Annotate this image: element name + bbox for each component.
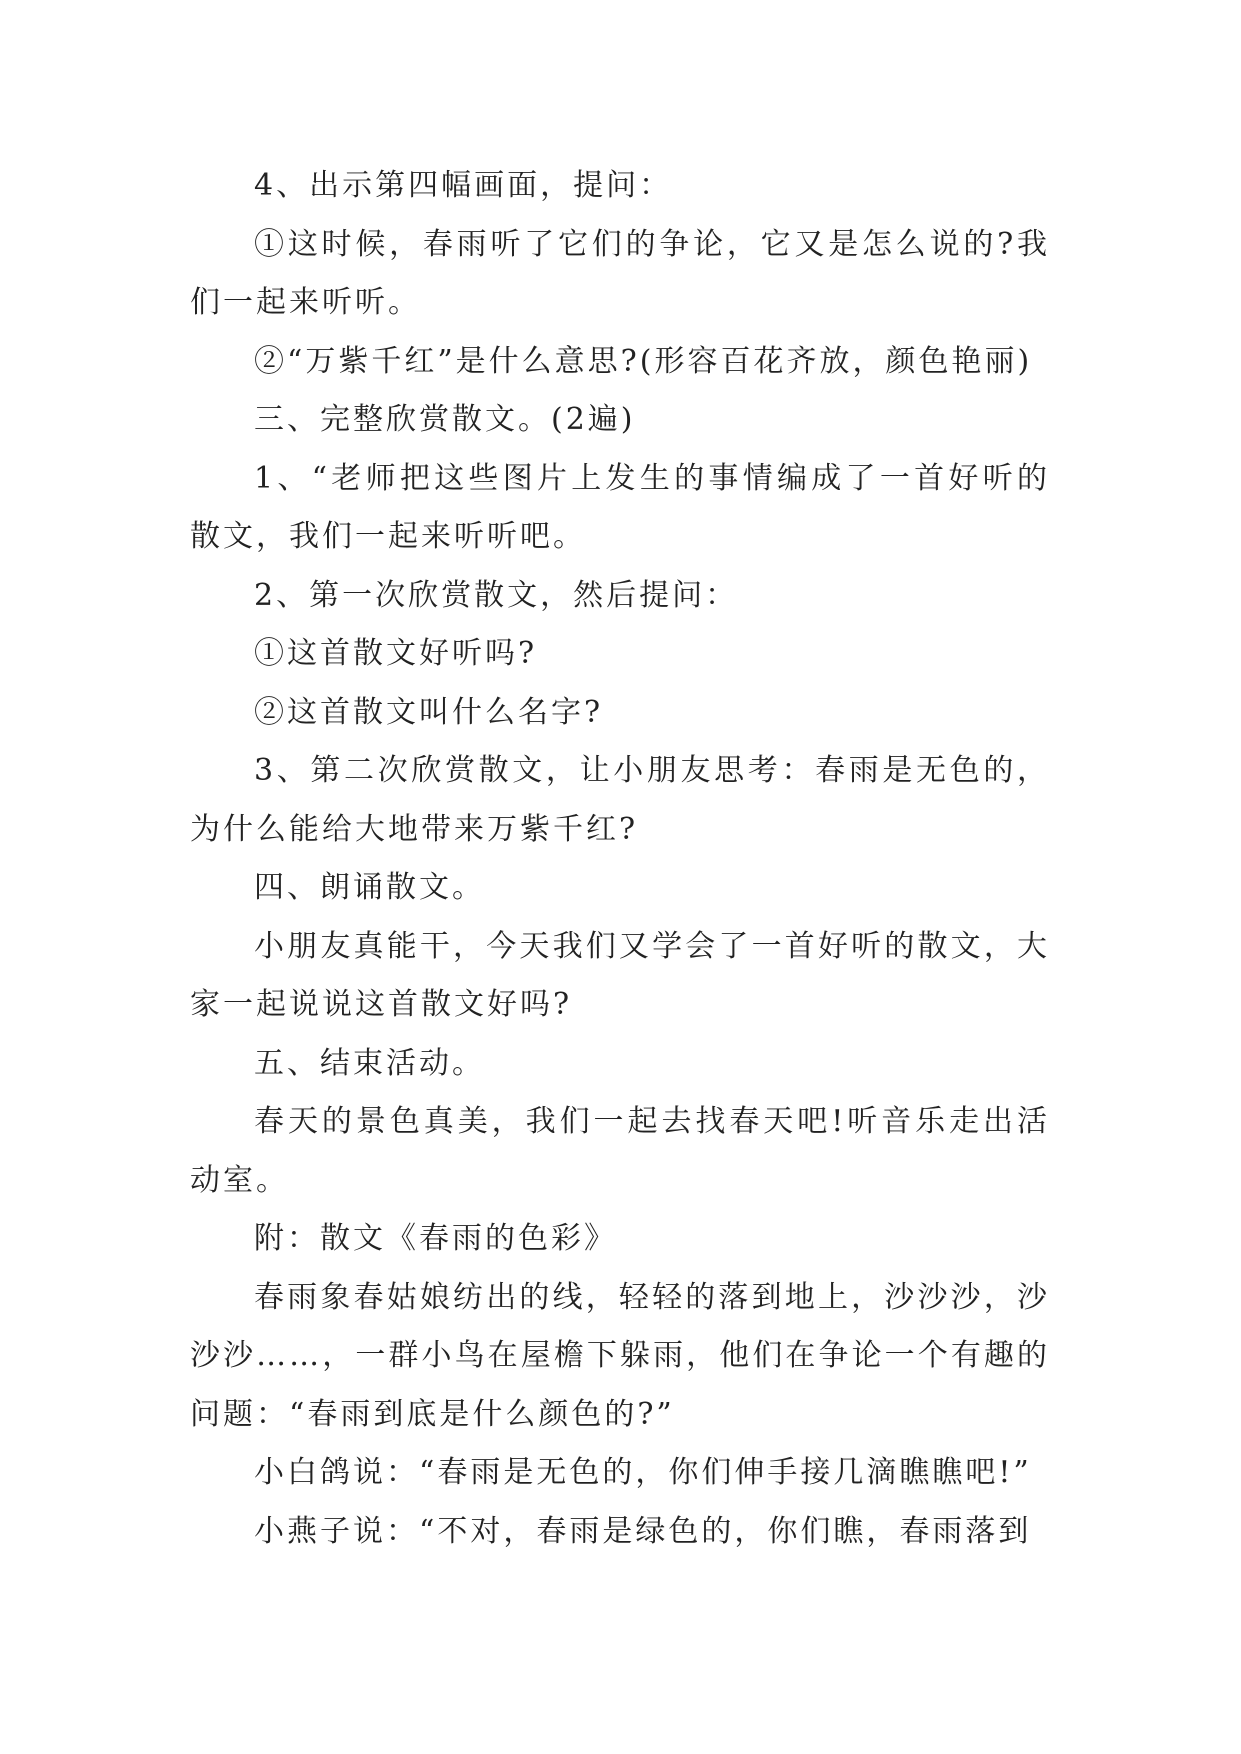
paragraph: 春雨象春姑娘纺出的线，轻轻的落到地上，沙沙沙，沙沙沙……，一群小鸟在屋檐下躲雨，他们在争论一个有趣的问题：“春雨到底是什么颜色的?” <box>190 1279 1050 1432</box>
paragraph: 4、出示第四幅画面，提问： <box>254 168 673 203</box>
paragraph: 四、朗诵散文。 <box>254 870 485 905</box>
paragraph: ②这首散文叫什么名字? <box>254 694 604 730</box>
paragraph: 2、第一次欣赏散文，然后提问： <box>254 577 739 613</box>
paragraph: ①这首散文好听吗? <box>254 636 538 671</box>
paragraph: 小朋友真能干，今天我们又学会了一首好听的散文，大家一起说说这首散文好吗? <box>190 928 1050 1022</box>
paragraph: 小燕子说：“不对，春雨是绿色的，你们瞧，春雨落到 <box>254 1513 1032 1549</box>
paragraph: ①这时候，春雨听了它们的争论，它又是怎么说的?我们一起来听听。 <box>190 226 1050 320</box>
paragraph: 小白鸽说：“春雨是无色的，你们伸手接几滴瞧瞧吧!” <box>254 1455 1032 1490</box>
paragraph: 1、“老师把这些图片上发生的事情编成了一首好听的散文，我们一起来听听吧。 <box>190 460 1050 554</box>
document-body <box>190 157 1050 1561</box>
paragraph: 五、结束活动。 <box>254 1045 485 1081</box>
paragraph: 春天的景色真美，我们一起去找春天吧!听音乐走出活动室。 <box>190 1104 1050 1198</box>
paragraph: 附：散文《春雨的色彩》 <box>254 1221 617 1256</box>
paragraph: ②“万紫千红”是什么意思?(形容百花齐放，颜色艳丽) <box>254 343 1033 379</box>
paragraph: 3、第二次欣赏散文，让小朋友思考：春雨是无色的，为什么能给大地带来万紫千红? <box>190 753 1050 847</box>
paragraph: 三、完整欣赏散文。(2遍) <box>254 402 636 437</box>
